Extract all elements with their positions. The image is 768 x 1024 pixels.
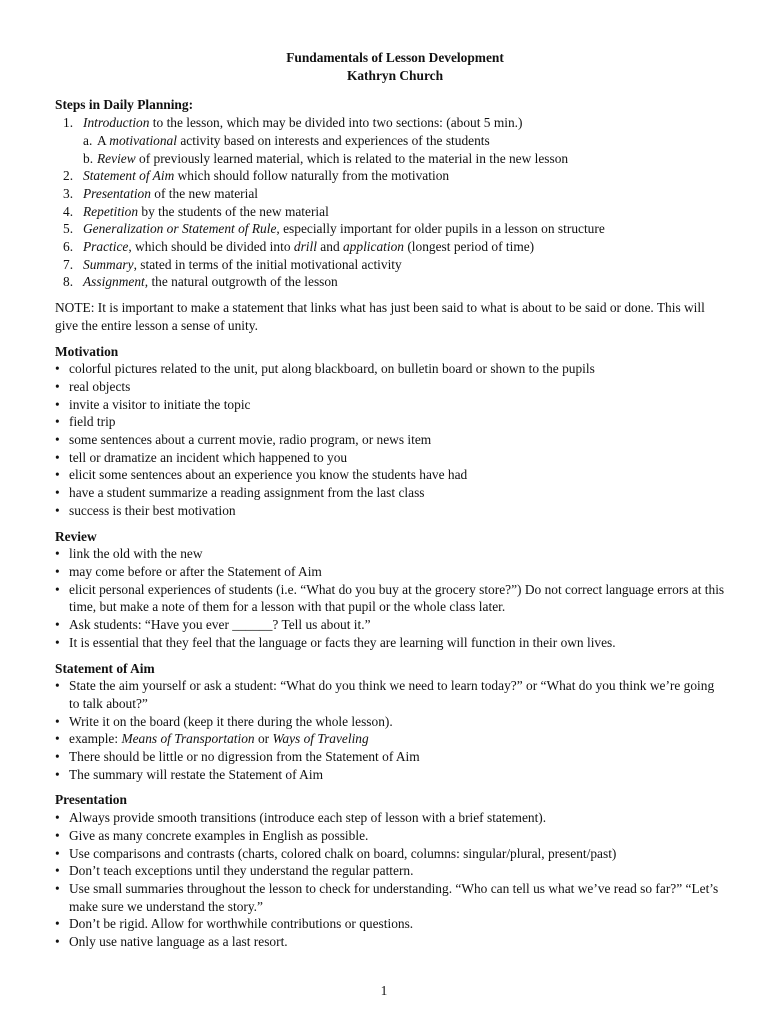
list-item: • Always provide smooth transitions (introduce each step of lesson with a brief statement). [55,809,725,827]
list-item: • real objects [55,378,725,396]
list-item: • It is essential that they feel that the language or facts they are learning will function in their own lives. [55,634,725,652]
list-item: • colorful pictures related to the unit, put along blackboard, on bulletin board or shown to the pupils [55,360,725,378]
step-item: 3. Presentation of the new material [63,185,259,201]
sub-item: b. Review of previously learned material, which is related to the material in the new lesson [83,150,569,166]
list-item: • field trip [55,413,725,431]
list-item: • some sentences about a current movie, radio program, or news item [55,431,725,449]
review-list [55,545,725,651]
list-item: • The summary will restate the Statement of Aim [55,766,725,784]
list-item: • link the old with the new [55,545,725,563]
presentation-list [55,809,725,951]
list-item: • Use small summaries throughout the lesson to check for understanding. “Who can tell us what we’ve read so far?” “Let’s make sure we understand the story.” [55,880,725,915]
motivation-heading: Motivation [55,343,119,359]
note-paragraph: NOTE: It is important to make a statement that links what has just been said to what is about to be said or done. This will give the entire lesson a sense of unity. [55,300,705,333]
document-title: Fundamentals of Lesson Development [286,50,504,65]
presentation-heading: Presentation [55,792,127,808]
list-item: • tell or dramatize an incident which happened to you [55,449,725,467]
aim-heading: Statement of Aim [55,660,155,676]
motivation-list [55,360,725,519]
document-author: Kathryn Church [346,67,444,83]
list-item: • elicit personal experiences of students (i.e. “What do you buy at the grocery store?”) Do not correct language errors at this time, but make a note of them for a lesson with that pupil or the whole class later. [55,581,725,616]
review-heading: Review [55,528,97,544]
list-item: • Ask students: “Have you ever ______? Tell us about it.” [55,616,725,634]
step-item: 4. Repetition by the students of the new material [63,203,329,219]
list-item: • Don’t teach exceptions until they understand the regular pattern. [55,862,725,880]
list-item: • Only use native language as a last resort. [55,933,725,951]
list-item: • success is their best motivation [55,502,725,520]
list-item: • example: Means of Transportation or Ways of Traveling [55,730,725,748]
page-number: 1 [380,983,388,998]
document-body [55,49,725,951]
step-item: 5. Generalization or Statement of Rule, especially important for older pupils in a lesson on structure [63,221,605,237]
step-item: 6. Practice, which should be divided into drill and application (longest period of time) [63,239,535,255]
list-item: • may come before or after the Statement of Aim [55,563,725,581]
steps-list [55,114,725,291]
step-item: 1. Introduction to the lesson, which may be divided into two sections: (about 5 min.) a. A motivational activity based on interests and experiences of the students b. Review of previously learned material, which is related to the material in the new lesson [55,114,725,167]
step-item: 2. Statement of Aim which should follow naturally from the motivation [63,168,450,184]
list-item: • State the aim yourself or ask a student: “What do you think we need to learn today?” or “What do you think we’re going to talk about?” [55,677,725,712]
list-item: • Give as many concrete examples in English as possible. [55,827,725,845]
aim-list [55,677,725,783]
step-item: 7. Summary, stated in terms of the initial motivational activity [63,256,402,272]
steps-heading: Steps in Daily Planning: [55,97,194,113]
list-item: • invite a visitor to initiate the topic [55,396,725,414]
sub-item: a. A motivational activity based on interests and experiences of the students [83,132,490,148]
list-item: • Don’t be rigid. Allow for worthwhile contributions or questions. [55,915,725,933]
step-item: 8. Assignment, the natural outgrowth of the lesson [63,274,338,290]
list-item: • have a student summarize a reading assignment from the last class [55,484,725,502]
list-item: • Write it on the board (keep it there during the whole lesson). [55,713,725,731]
list-item: • There should be little or no digression from the Statement of Aim [55,748,725,766]
list-item: • elicit some sentences about an experience you know the students have had [55,466,725,484]
list-item: • Use comparisons and contrasts (charts, colored chalk on board, columns: singular/plural, present/past) [55,845,725,863]
introduction-sublist [83,132,725,167]
